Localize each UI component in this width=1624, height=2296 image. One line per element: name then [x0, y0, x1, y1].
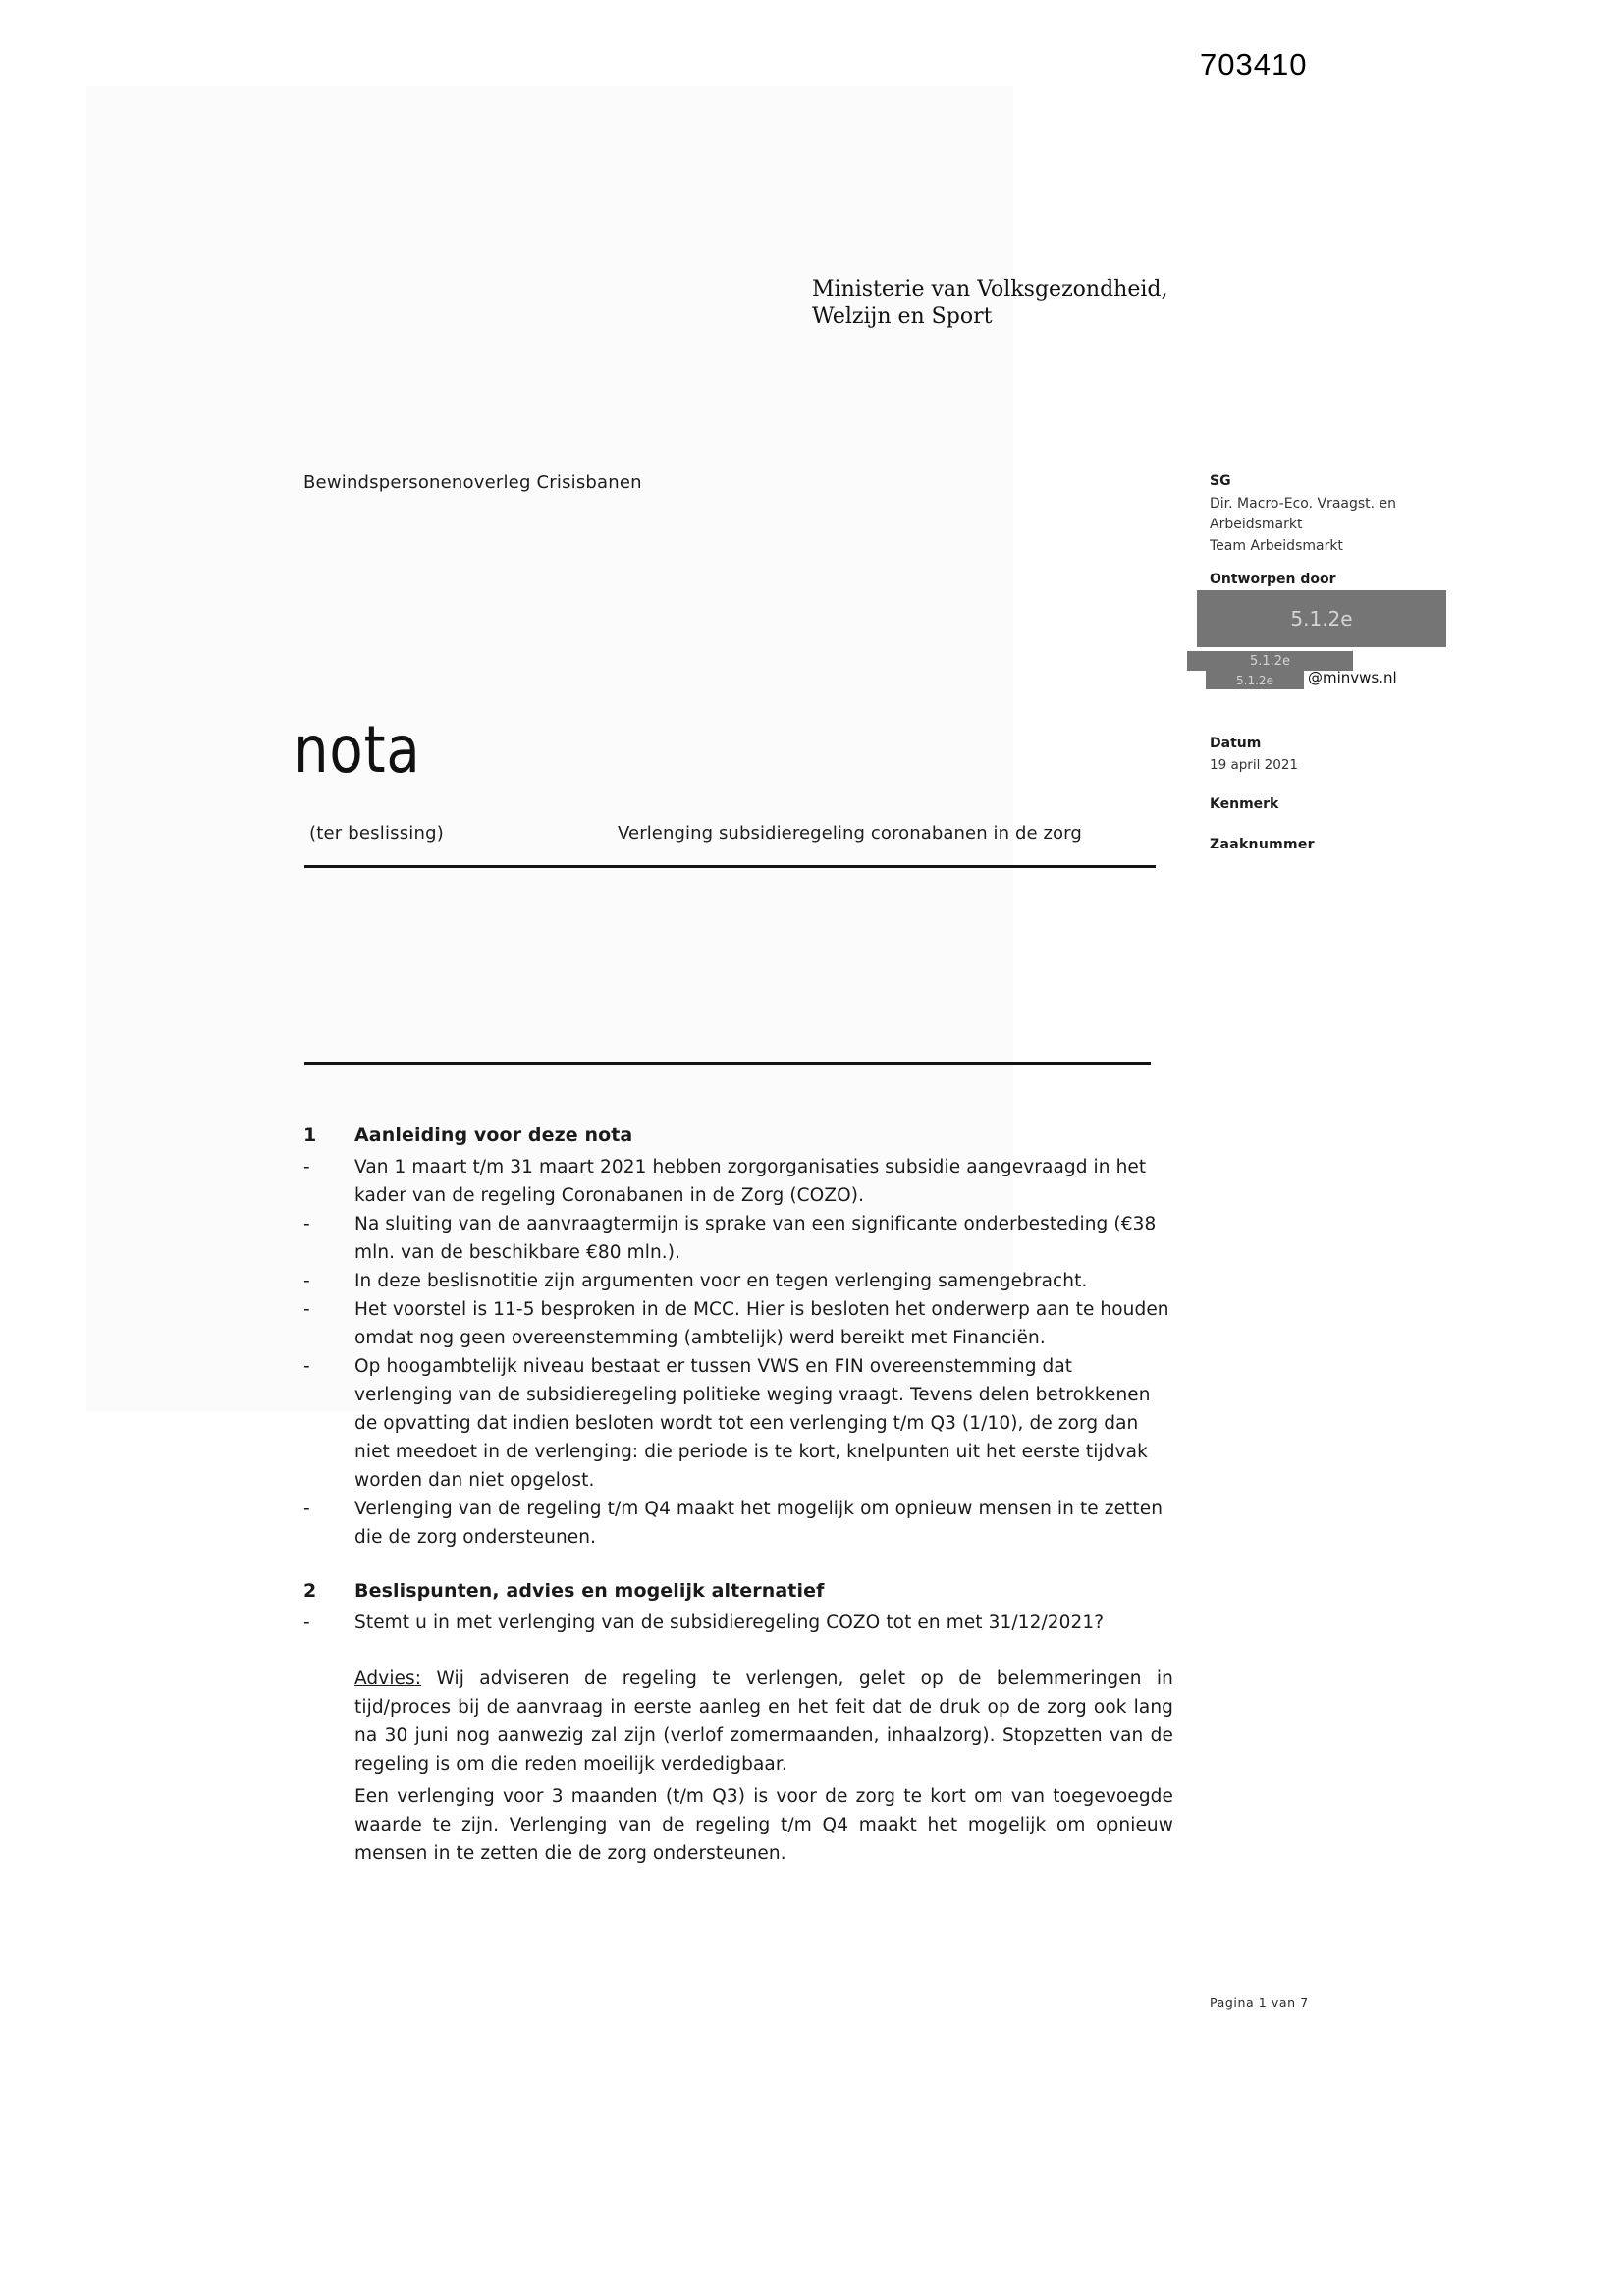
bullet-dash — [303, 1495, 354, 1552]
case-number-label: Zaaknummer — [1210, 837, 1315, 852]
bullet-text: In deze beslisnotitie zijn argumenten voor en tegen verlenging samengebracht. — [354, 1271, 1088, 1291]
page-indicator: Pagina 1 van 7 — [1210, 1995, 1309, 2010]
list-item — [303, 1495, 1173, 1552]
document-type-title: nota — [294, 712, 421, 788]
bullet-text: Verlenging van de regeling t/m Q4 maakt het mogelijk om opnieuw mensen in te zetten die de zorg ondersteunen. — [354, 1499, 1164, 1548]
horizontal-rule-body — [304, 1062, 1151, 1065]
horizontal-rule-top — [304, 865, 1156, 868]
sidebar-directorate: Dir. Macro-Eco. Vraagst. en Arbeidsmarkt — [1210, 496, 1397, 532]
advice-paragraph-2: Een verlenging voor 3 maanden (t/m Q3) is voor de zorg te kort om van toegevoegde waarde te zijn. Verlenging van de regeling t/m Q4 maakt het mogelijk om opnieuw mensen in te zetten die de zorg ondersteunen. — [354, 1786, 1173, 1864]
bullet-dash — [303, 1609, 354, 1637]
bullet-dash — [303, 1267, 354, 1295]
section-2-number: 2 — [303, 1580, 317, 1602]
bullet-dash — [303, 1352, 354, 1495]
redaction-box-phone: 5.1.2e — [1187, 651, 1353, 671]
section-1-heading: Aanleiding voor deze nota — [354, 1124, 633, 1146]
sidebar-team: Team Arbeidsmarkt — [1210, 538, 1343, 554]
ministry-line-1: Ministerie van Volksgezondheid, — [812, 277, 1168, 301]
list-item — [303, 1295, 1173, 1352]
list-item — [303, 1210, 1173, 1267]
bullet-dash — [303, 1295, 354, 1352]
document-subject: Verlenging subsidieregeling coronabanen in de zorg — [618, 823, 1082, 844]
section-2-heading: Beslispunten, advies en mogelijk alternatief — [354, 1580, 825, 1602]
bullet-dash — [303, 1210, 354, 1267]
ministry-line-2: Welzijn en Sport — [812, 304, 993, 329]
redaction-box-email: 5.1.2e — [1206, 671, 1304, 689]
ministry-header — [812, 276, 1167, 331]
bullet-text: Op hoogambtelijk niveau bestaat er tussen VWS en FIN overeenstemming dat verlenging van de subsidieregeling politieke weging vraagt. Tevens delen betrokkenen de opvatting dat indien besloten wordt tot een verlenging t/m Q3 (1/10), de zorg dan niet meedoet in de verlenging: die periode is te kort, knelpunten uit het eerste tijdvak worden dan niet opgelost. — [354, 1356, 1151, 1491]
email-suffix: @minvws.nl — [1308, 669, 1397, 686]
advice-text-1: Wij adviseren de regeling te verlengen, gelet op de belemmeringen in tijd/proces bij de aanvraag in eerste aanleg en het feit dat de druk op de zorg ook lang na 30 juni nog aanwezig zal zijn (verlof zomermaanden, inhaalzorg). Stopzetten van de regeling is om die reden moeilijk verdedigbaar. — [354, 1668, 1173, 1775]
meeting-subject: Bewindspersonenoverleg Crisisbanen — [303, 472, 642, 493]
redaction-box-name: 5.1.2e — [1197, 590, 1446, 647]
advice-label: Advies: — [354, 1668, 422, 1689]
reference-label: Kenmerk — [1210, 796, 1279, 812]
date-label: Datum — [1210, 736, 1262, 751]
bullet-text: Het voorstel is 11-5 besproken in de MCC. Hier is besloten het onderwerp aan te houden omdat nog geen overeenstemming (ambtelijk) werd bereikt met Financiën. — [354, 1299, 1169, 1348]
document-body — [303, 1121, 1173, 1872]
section-1-heading-row — [303, 1121, 1173, 1150]
document-number: 703410 — [1200, 47, 1308, 82]
bullet-dash — [303, 1153, 354, 1210]
advice-paragraph-1 — [354, 1665, 1173, 1778]
bullet-text: Van 1 maart t/m 31 maart 2021 hebben zorgorganisaties subsidie aangevraagd in het kader van de regeling Coronabanen in de Zorg (COZO). — [354, 1157, 1147, 1206]
sidebar-org-unit: SG — [1210, 473, 1231, 489]
section-1-number: 1 — [303, 1124, 317, 1146]
date-value: 19 april 2021 — [1210, 757, 1299, 773]
section-2-heading-row — [303, 1577, 1173, 1606]
list-item — [303, 1153, 1173, 1210]
list-item — [303, 1267, 1173, 1295]
bullet-text: Na sluiting van de aanvraagtermijn is sprake van een significante onderbesteding (€38 mln. van de beschikbare €80 mln.). — [354, 1214, 1157, 1263]
list-item — [303, 1609, 1173, 1637]
sidebar-designed-by-label: Ontworpen door — [1210, 572, 1336, 587]
advice-block — [354, 1665, 1173, 1868]
decision-note: (ter beslissing) — [309, 823, 444, 844]
list-item — [303, 1352, 1173, 1495]
bullet-text: Stemt u in met verlenging van de subsidieregeling COZO tot en met 31/12/2021? — [354, 1613, 1105, 1633]
